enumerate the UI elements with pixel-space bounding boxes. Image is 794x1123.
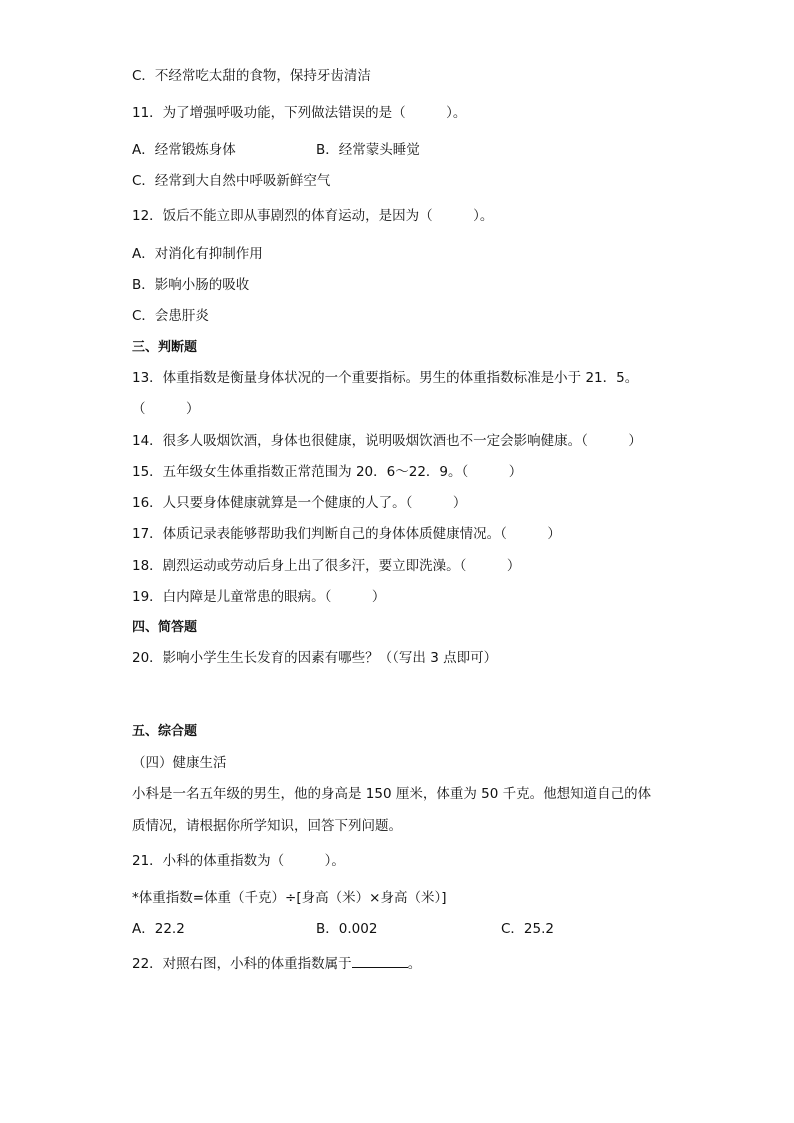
q12-option-a: A．对消化有抑制作用 <box>132 246 263 262</box>
q21-option-b: B．0.002 <box>316 921 378 937</box>
passage-line-2: 质情况，请根据你所学知识，回答下列问题。 <box>132 818 402 834</box>
q13-stem: 13．体重指数是衡量身体状况的一个重要指标。男生的体重指数标准是小于 21．5。 <box>132 370 639 386</box>
q11-option-a: A．经常锻炼身体 <box>132 142 236 158</box>
q21-formula: *体重指数=体重（千克）÷[身高（米）×身高（米）] <box>132 890 447 906</box>
q14-stem: 14．很多人吸烟饮酒，身体也很健康，说明吸烟饮酒也不一定会影响健康。（ ） <box>132 433 642 449</box>
q22-stem: 22．对照右图，小科的体重指数属于 <box>132 956 352 972</box>
q18-stem: 18．剧烈运动或劳动后身上出了很多汗，要立即洗澡。（ ） <box>132 558 521 574</box>
section-short-answer-title: 四、简答题 <box>132 620 198 635</box>
q12-option-b: B．影响小肠的吸收 <box>132 277 250 293</box>
q17-stem: 17．体质记录表能够帮助我们判断自己的身体体质健康情况。（ ） <box>132 526 561 542</box>
passage-subtitle: （四）健康生活 <box>132 755 227 771</box>
q20-stem: 20．影响小学生生长发育的因素有哪些？（（写出 3 点即可） <box>132 650 498 666</box>
q15-stem: 15．五年级女生体重指数正常范围为 20．6～22．9。（ ） <box>132 464 523 480</box>
q22-line <box>132 954 421 973</box>
q22-answer-blank[interactable] <box>352 954 408 968</box>
q21-option-c: C．25.2 <box>501 921 554 937</box>
section-judgment-title: 三、判断题 <box>132 340 198 355</box>
q21-stem: 21．小科的体重指数为（ ）。 <box>132 853 345 869</box>
q12-option-c: C．会患肝炎 <box>132 308 209 324</box>
q10-option-c: C．不经常吃太甜的食物，保持牙齿清洁 <box>132 68 371 84</box>
q12-stem: 12．饭后不能立即从事剧烈的体育运动，是因为（ ）。 <box>132 208 494 224</box>
q11-option-c: C．经常到大自然中呼吸新鲜空气 <box>132 173 331 189</box>
q11-stem: 11．为了增强呼吸功能，下列做法错误的是（ ）。 <box>132 105 467 121</box>
q19-stem: 19．白内障是儿童常患的眼病。（ ） <box>132 589 386 605</box>
q21-option-a: A．22.2 <box>132 921 185 937</box>
q16-stem: 16．人只要身体健康就算是一个健康的人了。（ ） <box>132 495 467 511</box>
section-comprehensive-title: 五、综合题 <box>132 724 198 739</box>
q13-answer-blank: （ ） <box>132 401 200 417</box>
q11-option-b: B．经常蒙头睡觉 <box>316 142 420 158</box>
q22-end: 。 <box>407 956 422 972</box>
passage-line-1: 小科是一名五年级的男生，他的身高是 150 厘米，体重为 50 千克。他想知道自己的体 <box>132 786 652 802</box>
